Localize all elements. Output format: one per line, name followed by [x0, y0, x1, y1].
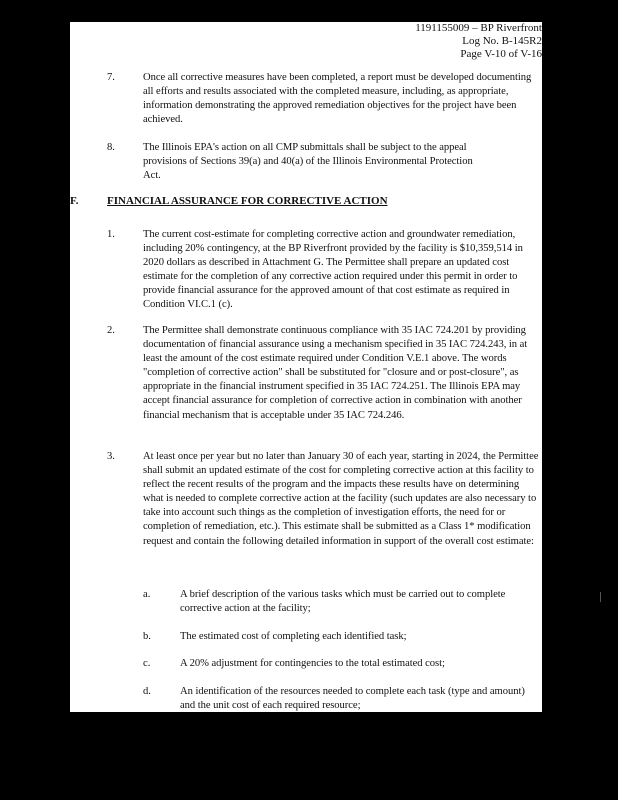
item-number: 8.: [107, 142, 115, 153]
item-text: The Illinois EPA's action on all CMP submittals shall be subject to the appeal provisions of Sections 39(a) and 40(a) of the Illinois Environmental Protection Act.: [143, 142, 473, 182]
item-text: The Permittee shall demonstrate continuous compliance with 35 IAC 724.201 by providing documentation of financial assurance using a mechanism specified in 35 IAC 724.243, in at least the amount of the cost estimate required under Condition V.E.1 above. The words "completion of corrective action" shall be substituted for "closure and or post-closure", as appropriate in the financial instrument specified in 35 IAC 724.251. The Illinois EPA may accept financial assurance for completion of corrective action in combination with another financial mechanism that is acceptable under 35 IAC 724.246.: [143, 325, 528, 421]
item-text: Once all corrective measures have been completed, a report must be developed documenting all efforts and results associated with the completed measure, including, as appropriate, information demonstrating the approved remediation objectives for the project have been achieved.: [143, 72, 532, 126]
subitem-letter: a.: [143, 589, 151, 600]
section-letter: F.: [70, 195, 79, 207]
subitem-text: A brief description of the various tasks which must be carried out to complete corrective action at the facility;: [180, 589, 506, 615]
subitem-text: The estimated cost of completing each identified task;: [180, 631, 407, 642]
subitem-letter: b.: [143, 631, 151, 642]
subitem-text: A 20% adjustment for contingencies to the total estimated cost;: [180, 658, 445, 669]
subitem-letter: c.: [143, 658, 151, 669]
permit-number: 1191155009 – BP Riverfront: [415, 22, 542, 34]
item-number: 1.: [107, 229, 115, 240]
item-number: 3.: [107, 451, 115, 462]
page-number: Page V-10 of V-16: [460, 48, 542, 60]
document-page: [70, 22, 542, 712]
scan-edge-mark: [600, 592, 601, 602]
item-number: 2.: [107, 325, 115, 336]
subitem-letter: d.: [143, 686, 151, 697]
item-text: At least once per year but no later than January 30 of each year, starting in 2024, the Permittee shall submit an updated estimate of the cost for completing corrective action at this facility to reflect the recent results of the program and the impacts these results have on determining what is needed to complete corrective action at the facility (such updates are also necessary to take into account such things as the completion of investigation efforts, the need for or completion of remediation, etc.). This estimate shall be submitted as a Class 1* modification request and contain the following detailed information in support of the overall cost estimate:: [143, 451, 539, 547]
subitem-text: An identification of the resources needed to complete each task (type and amount) and the unit cost of each required resource;: [180, 686, 525, 712]
item-number: 7.: [107, 72, 115, 83]
item-text: The current cost-estimate for completing corrective action and groundwater remediation, including 20% contingency, at the BP Riverfront provided by the facility is $10,359,514 in 2020 dollars as described in Attachment G. The Permittee shall prepare an updated cost estimate for the completion of any corrective action required under this permit in order to provide financial assurance for the approved amount of that cost estimate as required in Condition VI.C.1 (c).: [143, 229, 523, 311]
section-title: FINANCIAL ASSURANCE FOR CORRECTIVE ACTION: [107, 195, 388, 207]
log-number: Log No. B-145R2: [462, 35, 542, 47]
